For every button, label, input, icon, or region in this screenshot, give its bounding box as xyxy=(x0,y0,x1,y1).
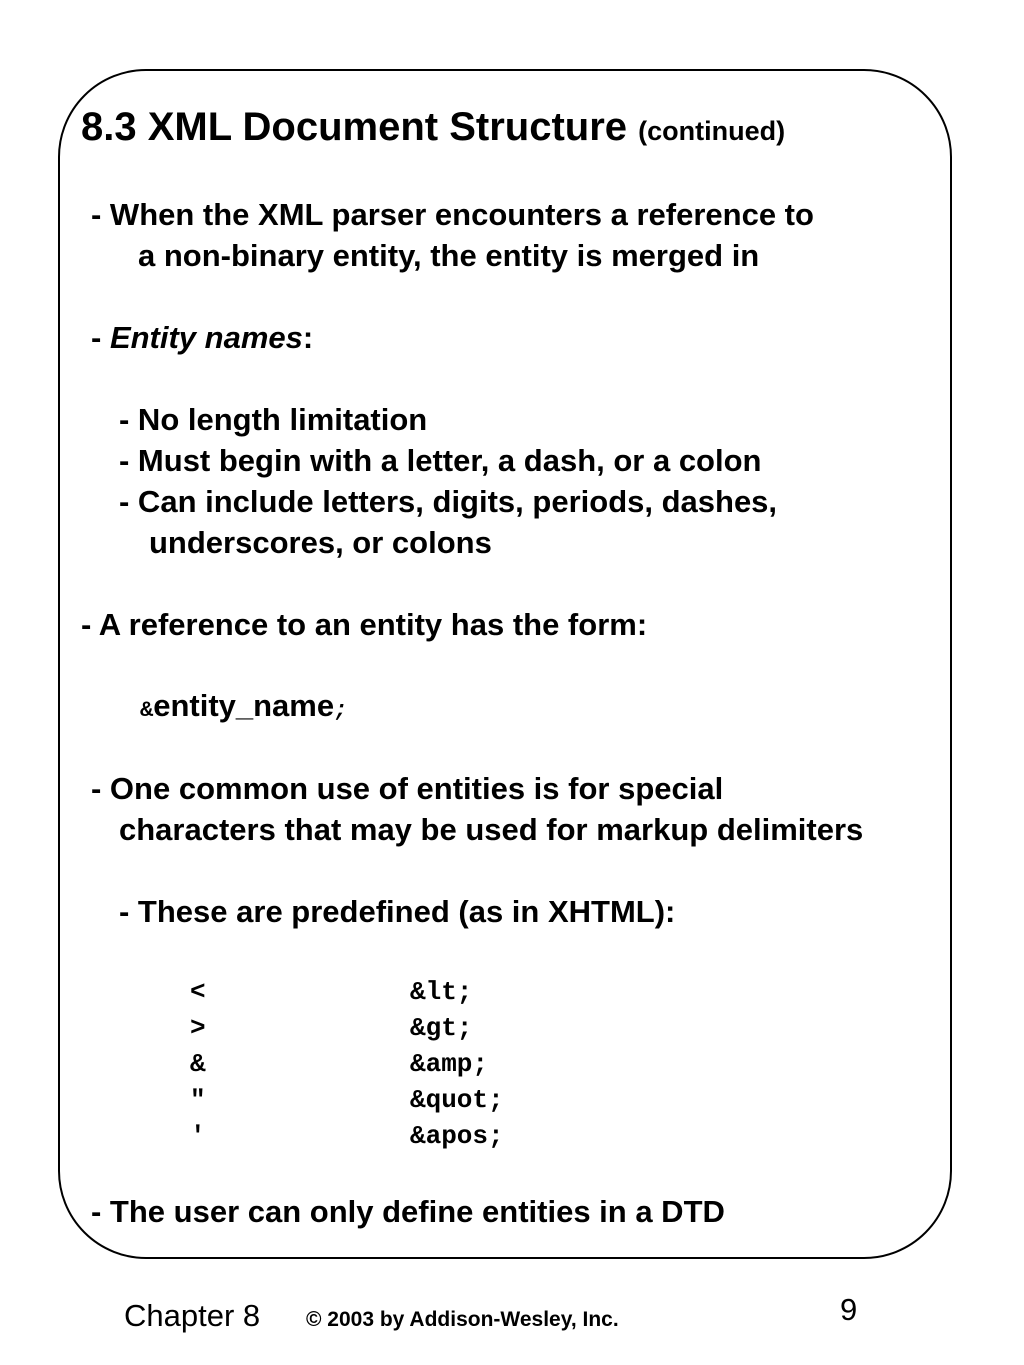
form-semicolon: ; xyxy=(334,698,348,723)
title-subtitle: (continued) xyxy=(638,116,786,146)
entity-ref-gt: &gt; xyxy=(410,1013,473,1043)
bullet-common-use-line2: characters that may be used for markup delimiters xyxy=(119,812,864,847)
entity-char-gt: > xyxy=(190,1013,206,1043)
title-main: 8.3 XML Document Structure xyxy=(81,105,628,149)
entity-ref-quot: &quot; xyxy=(410,1085,504,1115)
bullet-parser-line1: - When the XML parser encounters a reference to xyxy=(91,197,814,232)
entity-char-quot: " xyxy=(190,1085,206,1115)
entity-names-term: Entity names xyxy=(109,320,303,355)
sub-bullet-can-include-line1: - Can include letters, digits, periods, dashes, xyxy=(119,484,778,519)
bullet-common-use-line1: - One common use of entities is for special xyxy=(91,771,724,806)
sub-bullet-predefined: - These are predefined (as in XHTML): xyxy=(119,894,676,929)
entity-names-dash: - xyxy=(91,320,110,355)
footer-page-number: 9 xyxy=(840,1292,858,1327)
bullet-reference-form: - A reference to an entity has the form: xyxy=(81,607,648,642)
bullet-parser-line2: a non-binary entity, the entity is merged in xyxy=(138,238,760,273)
entity-ref-amp: &amp; xyxy=(410,1049,489,1079)
sub-bullet-must-begin: - Must begin with a letter, a dash, or a colon xyxy=(119,443,762,478)
footer-chapter: Chapter 8 xyxy=(124,1298,261,1333)
entity-char-amp: & xyxy=(190,1049,206,1079)
entity-reference-form xyxy=(140,690,347,722)
form-entity-name: entity_name xyxy=(153,688,335,723)
entity-char-lt: < xyxy=(190,977,206,1007)
sub-bullet-can-include-line2: underscores, or colons xyxy=(149,525,492,560)
entity-ref-lt: &lt; xyxy=(410,977,473,1007)
sub-bullet-no-length: - No length limitation xyxy=(119,402,428,437)
footer-copyright: © 2003 by Addison-Wesley, Inc. xyxy=(306,1308,619,1331)
form-ampersand: & xyxy=(140,698,154,723)
entity-names-colon: : xyxy=(302,320,314,355)
bullet-entity-names xyxy=(91,322,313,353)
bullet-user-define: - The user can only define entities in a DTD xyxy=(91,1194,725,1229)
slide-title xyxy=(81,107,785,147)
entity-char-apos: ' xyxy=(190,1121,206,1151)
entity-ref-apos: &apos; xyxy=(410,1121,504,1151)
